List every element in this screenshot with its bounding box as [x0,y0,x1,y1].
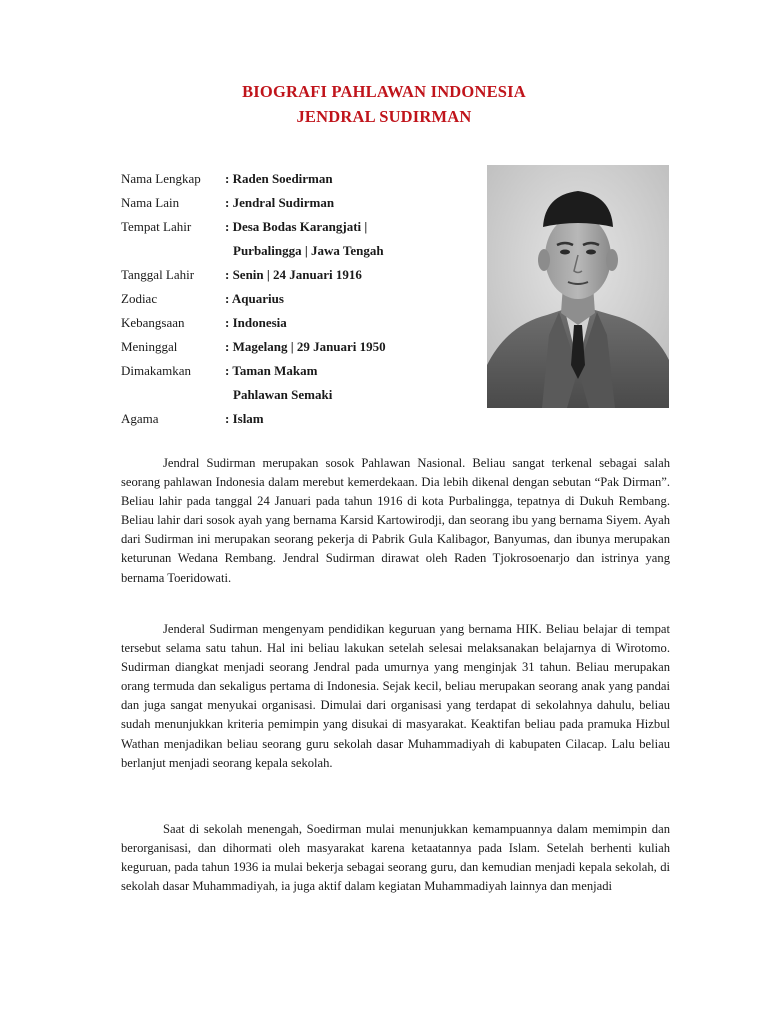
biodata-row-nama-lain [121,195,481,219]
biodata-row-tanggal-lahir [121,267,481,291]
portrait-illustration [487,165,669,408]
biodata-value: : Taman Makam [225,363,318,378]
biodata-label: Tempat Lahir [121,219,192,234]
biodata-label: Nama Lengkap [121,171,201,186]
document-title: BIOGRAFI PAHLAWAN INDONESIA [242,82,526,101]
paragraph-1: Jendral Sudirman merupakan sosok Pahlawan Nasional. Beliau sangat terkenal sebagai salah seorang pahlawan Indonesia dalam merebut kemerdekaan. Dia lebih dikenal dengan sebutan “Pak Dirman”. Beliau lahir pada tanggal 24 Januari pada tahun 1916 di kota Purbalingga, tepatnya di Dukuh Rembang. Beliau lahir dari sosok ayah yang bernama Karsid Kartowirodji, dan seorang ibu yang bernama Siyem. Ayah dari Sudirman ini merupakan seorang pekerja di Pabrik Gula Kalibagor, Banyumas, dan ibunya merupakan keturunan Wedana Rembang. Jendral Sudirman dirawat oleh Raden Tjokrosoenarjo dan istrinya yang bernama Toeridowati. [121,456,670,585]
biodata-value: Purbalingga | Jawa Tengah [233,243,384,258]
document-subtitle: JENDRAL SUDIRMAN [296,107,472,126]
biodata-row-tempat-lahir-cont [121,243,481,267]
biodata-table [121,171,481,435]
biodata-label: Agama [121,411,159,426]
biodata-row-tempat-lahir [121,219,481,243]
biodata-value: : Magelang | 29 Januari 1950 [225,339,386,354]
biodata-value: : Islam [225,411,264,426]
biodata-row-meninggal [121,339,481,363]
paragraph-3: Saat di sekolah menengah, Soedirman mulai menunjukkan kemampuannya dalam memimpin dan berorganisasi, dan dihormati oleh masyarakat karena ketaatannya pada Islam. Setelah berhenti kuliah keguruan, pada tahun 1936 ia mulai bekerja sebagai seorang guru, dan kemudian menjadi kepala sekolah, di sekolah dasar Muhammadiyah, ia juga aktif dalam kegiatan Muhammadiyah lainnya dan menjadi [121,822,670,894]
biodata-label: Zodiac [121,291,158,306]
biodata-value: : Desa Bodas Karangjati | [225,219,368,234]
biodata-label: Dimakamkan [121,363,192,378]
biodata-label: Nama Lain [121,195,180,210]
biodata-row-nama-lengkap [121,171,481,195]
biodata-label: Kebangsaan [121,315,185,330]
biodata-label: Meninggal [121,339,178,354]
biodata-value: : Senin | 24 Januari 1916 [225,267,362,282]
biodata-value: Pahlawan Semaki [233,387,333,402]
biodata-value: : Aquarius [225,291,284,306]
biodata-value: : Raden Soedirman [225,171,333,186]
biodata-value: : Jendral Sudirman [225,195,335,210]
biodata-value: : Indonesia [225,315,287,330]
portrait-photo [487,165,669,408]
biodata-row-zodiac [121,291,481,315]
biodata-row-agama [121,411,481,435]
biodata-row-dimakamkan [121,363,481,387]
biodata-row-kebangsaan [121,315,481,339]
paragraph-2: Jenderal Sudirman mengenyam pendidikan keguruan yang bernama HIK. Beliau belajar di tempat tersebut selama satu tahun. Hal ini beliau lakukan setelah selesai melaksanakan belajarnya di Wirotomo. Sudirman diangkat menjadi seorang Jendral pada umurnya yang menginjak 31 tahun. Beliau merupakan orang termuda dan sekaligus pertama di Indonesia. Sejak kecil, beliau merupakan seorang anak yang pandai dan juga sangat menyukai organisasi. Dimulai dari organisasi yang terdapat di sekolahnya dahulu, beliau sudah menunjukkan kriteria pemimpin yang disukai di masyarakat. Keaktifan beliau pada pramuka Hizbul Wathan menjadikan beliau seorang guru sekolah dasar Muhammadiyah di kabupaten Cilacap. Lalu beliau berlanjut menjadi seorang kepala sekolah. [121,622,670,770]
biodata-row-dimakamkan-cont [121,387,481,411]
biodata-label: Tanggal Lahir [121,267,195,282]
